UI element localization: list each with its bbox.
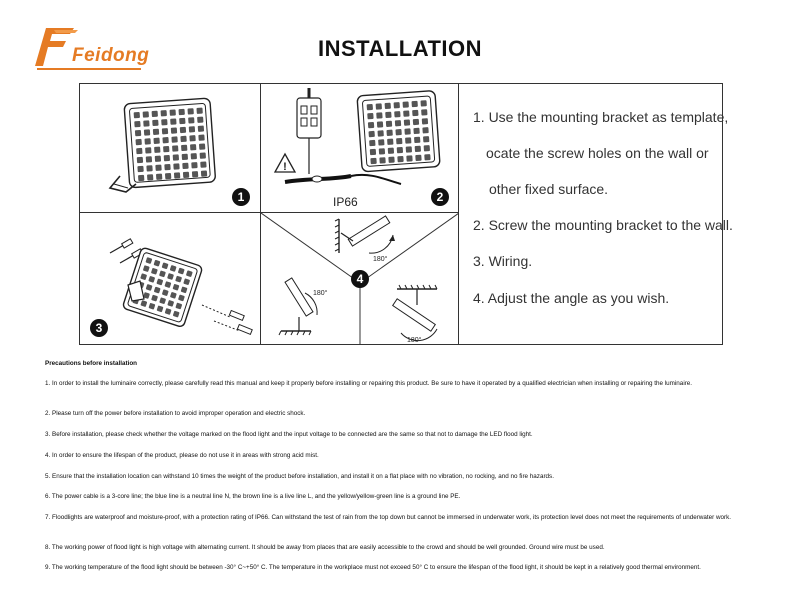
led-chip — [199, 143, 205, 149]
led-chip — [379, 157, 385, 163]
led-chip — [412, 110, 418, 116]
led-chip — [161, 119, 167, 125]
led-chip — [423, 136, 429, 142]
panel-4-angle-adjustment — [261, 213, 459, 344]
led-chip — [146, 156, 152, 162]
led-chip — [162, 128, 168, 134]
led-chip — [136, 148, 142, 154]
led-chip — [370, 158, 376, 164]
svg-text:2: 2 — [436, 190, 444, 204]
led-chip — [134, 121, 140, 127]
step-1-line-1: 1. Use the mounting bracket as template, — [473, 109, 729, 125]
led-chip — [138, 175, 144, 181]
precaution-item: 6. The power cable is a 3-core line; the blue line is a neutral line N, the brown line is a live line L, and the yellow/yellow-green line is a ground line PE. — [45, 493, 461, 500]
installation-diagram — [79, 83, 733, 345]
svg-text:4: 4 — [356, 272, 364, 286]
led-chip — [190, 144, 196, 150]
panel-3-mounting — [80, 213, 261, 344]
led-chip — [422, 118, 428, 124]
led-chip — [413, 128, 419, 134]
led-chip — [182, 154, 188, 160]
led-chip — [198, 125, 204, 131]
led-chip — [173, 163, 179, 169]
led-chip — [137, 157, 143, 163]
led-chip — [411, 101, 417, 107]
led-chip — [367, 104, 373, 110]
step-4: 4. Adjust the angle as you wish. — [473, 290, 670, 306]
led-chip — [370, 149, 376, 155]
led-chip — [397, 147, 403, 153]
led-chip — [154, 147, 160, 153]
led-chip — [178, 109, 184, 115]
led-chip — [135, 139, 141, 145]
precaution-item: 1. In order to install the luminaire correctly, please carefully read this manual and keep it properly before installing or repairing this product. Be sure to have it operated by a qualified electrician when installing or repairing the luminaire. — [45, 380, 693, 387]
led-chip — [200, 152, 206, 158]
svg-text:1: 1 — [237, 190, 245, 204]
led-chip — [170, 118, 176, 124]
led-chip — [388, 157, 394, 163]
step-2: 2. Screw the mounting bracket to the wall. — [473, 217, 733, 233]
led-chip — [181, 145, 187, 151]
led-chip — [137, 166, 143, 172]
led-chip — [187, 108, 193, 114]
step-3: 3. Wiring. — [473, 253, 533, 269]
angle-label-top: 180° — [373, 256, 388, 263]
led-chip — [198, 134, 204, 140]
led-chip — [396, 138, 402, 144]
led-chip — [191, 162, 197, 168]
led-chip — [386, 121, 392, 127]
led-chip — [403, 110, 409, 116]
warning-triangle-icon — [275, 154, 295, 173]
led-chip — [377, 130, 383, 136]
precautions-heading: Precautions before installation — [45, 360, 138, 367]
led-chip — [189, 126, 195, 132]
led-chip — [180, 127, 186, 133]
panel-number-4 — [349, 268, 371, 290]
led-chip — [403, 101, 409, 107]
led-chip — [171, 136, 177, 142]
led-chip — [146, 165, 152, 171]
step-1-line-2: ocate the screw holes on the wall or — [486, 145, 709, 161]
led-chip — [152, 120, 158, 126]
led-chip — [395, 129, 401, 135]
precaution-item: 8. The working power of flood light is high voltage with alternating current. It should be away from places that are easily accessible to the crowd and should be well grounded. Ground wire must be used. — [45, 544, 605, 551]
led-chip — [378, 139, 384, 145]
panel-number-3 — [88, 317, 110, 339]
led-chip — [385, 103, 391, 109]
led-chip — [174, 172, 180, 178]
led-chip — [144, 129, 150, 135]
led-chip — [153, 129, 159, 135]
led-chip — [385, 112, 391, 118]
led-chip — [405, 137, 411, 143]
led-chip — [164, 155, 170, 161]
led-chip — [172, 145, 178, 151]
led-chip — [156, 174, 162, 180]
led-chip — [367, 113, 373, 119]
led-chip — [379, 148, 385, 154]
ip-rating-label: IP66 — [333, 195, 358, 209]
led-chip — [424, 145, 430, 151]
led-chip — [422, 127, 428, 133]
page-title: INSTALLATION — [317, 36, 483, 61]
led-chip — [143, 120, 149, 126]
led-chip — [387, 139, 393, 145]
led-chip — [183, 172, 189, 178]
angle-label-left: 180° — [313, 290, 328, 297]
led-chip — [179, 118, 185, 124]
led-chip — [165, 173, 171, 179]
led-chip — [413, 119, 419, 125]
led-chip — [397, 156, 403, 162]
led-chip — [200, 161, 206, 167]
led-chip — [386, 130, 392, 136]
panel-1-floodlight — [80, 84, 261, 213]
precaution-item: 7. Floodlights are waterproof and moisture-proof, with a protection rating of IP66. Can withstand the test of rain from the top down but cannot be immersed in underwater work, its protection level does not meet the requirements of underwater work. — [45, 514, 732, 521]
angle-label-right: 180° — [407, 337, 422, 344]
precaution-item: 2. Please turn off the power before installation to avoid improper operation and electric shock. — [45, 410, 306, 417]
led-chip — [191, 153, 197, 159]
panel-number-2 — [429, 186, 451, 208]
precaution-item: 5. Ensure that the installation location can withstand 10 times the weight of the product before installation, and install it on a flat place with no vibration, no rocking, and no fire hazards. — [45, 473, 554, 480]
led-chip — [163, 146, 169, 152]
led-chip — [394, 111, 400, 117]
led-chip — [197, 117, 203, 123]
led-chip — [404, 128, 410, 134]
led-chip — [406, 155, 412, 161]
led-chip — [192, 171, 198, 177]
led-chip — [171, 127, 177, 133]
led-chip — [368, 122, 374, 128]
led-chip — [153, 138, 159, 144]
panel-number-1 — [230, 186, 252, 208]
led-chip — [173, 154, 179, 160]
led-chip — [424, 154, 430, 160]
led-chip — [135, 130, 141, 136]
led-chip — [376, 103, 382, 109]
led-chip — [188, 117, 194, 123]
led-chip — [388, 148, 394, 154]
led-chip — [406, 146, 412, 152]
panel-2-wiring — [261, 84, 459, 213]
led-chip — [404, 119, 410, 125]
led-chip — [395, 120, 401, 126]
led-chip — [201, 170, 207, 176]
led-chip — [180, 136, 186, 142]
led-chip — [415, 155, 421, 161]
led-chip — [394, 102, 400, 108]
led-chip — [155, 165, 161, 171]
led-chip — [143, 111, 149, 117]
precaution-item: 9. The working temperature of the flood light should be between -30° C~+50° C. The temperature in the workplace must not exceed 50° C to ensure the lifespan of the flood light, it should be kept in a relatively good thermal environment. — [45, 564, 701, 571]
led-chip — [420, 100, 426, 106]
led-chip — [377, 121, 383, 127]
led-chip — [421, 109, 427, 115]
led-chip — [369, 140, 375, 146]
installation-steps — [459, 84, 733, 344]
led-chip — [189, 135, 195, 141]
led-chip — [376, 112, 382, 118]
step-1-line-3: other fixed surface. — [489, 181, 609, 197]
led-chip — [134, 112, 140, 118]
led-chip — [164, 164, 170, 170]
svg-text:3: 3 — [95, 321, 103, 335]
precaution-item: 3. Before installation, please check whether the voltage marked on the flood light and the input voltage to be connected are the same so that not to damage the LED flood light. — [45, 431, 533, 438]
svg-text:!: ! — [283, 161, 287, 173]
precaution-item: 4. In order to ensure the lifespan of the product, please do not use it in areas with strong acid mist. — [45, 452, 319, 459]
led-chip — [368, 131, 374, 137]
logo-wordmark: Feidong — [72, 45, 150, 66]
led-chip — [415, 146, 421, 152]
led-chip — [414, 137, 420, 143]
led-chip — [145, 147, 151, 153]
led-chip — [155, 156, 161, 162]
led-chip — [162, 137, 168, 143]
led-chip — [196, 108, 202, 114]
led-chip — [182, 163, 188, 169]
led-chip — [161, 110, 167, 116]
led-chip — [144, 138, 150, 144]
led-chip — [170, 109, 176, 115]
led-chip — [147, 174, 153, 180]
led-chip — [152, 111, 158, 117]
